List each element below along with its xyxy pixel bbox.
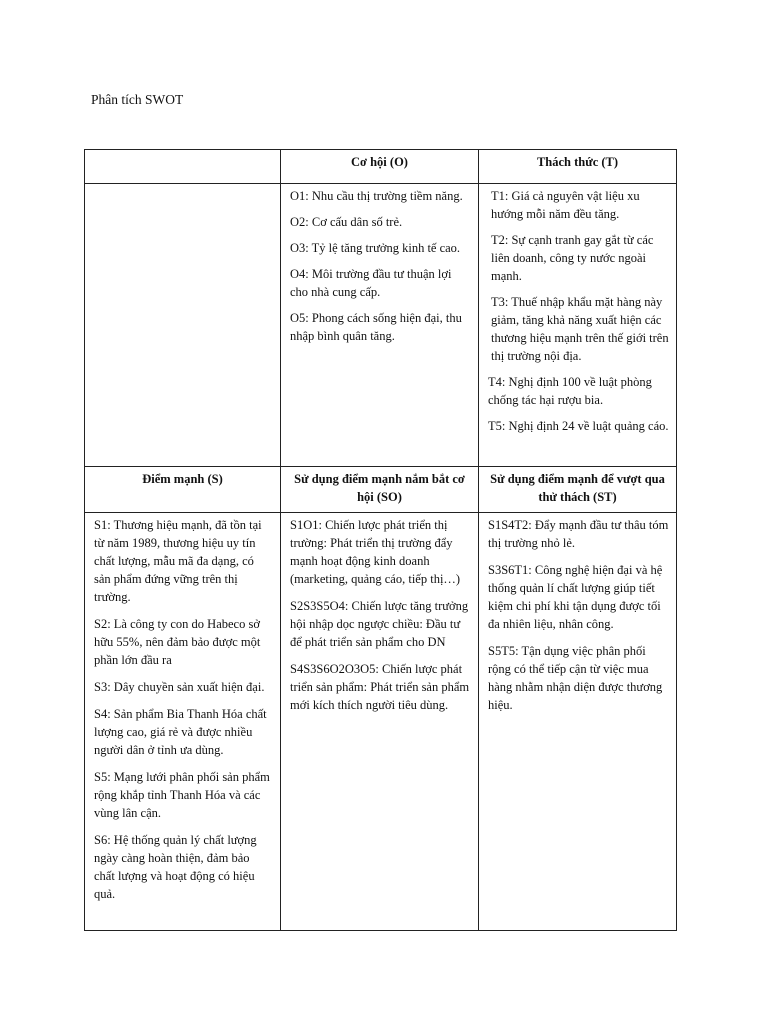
threat-item: T5: Nghị định 24 về luật quảng cáo. [488,419,669,433]
strength-item: S5: Mạng lưới phân phối sản phẩm rộng khắp tỉnh Thanh Hóa và các vùng lân cận. [94,770,270,820]
threat-item: T1: Giá cả nguyên vật liệu xu hướng mỗi năm đều tăng. [491,189,640,221]
opportunities-cell [281,184,479,467]
ot-row [85,184,677,467]
so-cell [281,513,479,931]
so-strategy-item: S2S3S5O4: Chiến lược tăng trưởng hội nhập dọc ngược chiều: Đầu tư để phát triển sản phẩm cho DN [290,599,469,649]
so-header: Sử dụng điểm mạnh nắm bắt cơ hội (SO) [281,467,479,513]
opportunity-item: O1: Nhu cầu thị trường tiềm năng. [290,189,463,203]
empty-header-cell [85,150,281,184]
strategy-row [85,513,677,931]
opportunity-item: O4: Môi trường đầu tư thuận lợi cho nhà cung cấp. [290,267,452,299]
threat-item: T2: Sự cạnh tranh gay gắt từ các liên doanh, công ty nước ngoài mạnh. [491,233,654,283]
st-cell [479,513,677,931]
st-strategy-item: S3S6T1: Công nghệ hiện đại và hệ thống quản lí chất lượng giúp tiết kiệm chi phí khi tận dụng được tối đa nhiên liệu, nhân công. [488,563,663,631]
opportunities-header: Cơ hội (O) [281,150,479,184]
opportunity-item: O2: Cơ cấu dân số trẻ. [290,215,403,229]
opportunity-item: O5: Phong cách sống hiện đại, thu nhập bình quân tăng. [290,311,462,343]
strength-item: S2: Là công ty con do Habeco sở hữu 55%, nên đảm bảo được một phần lớn đầu ra [94,617,261,667]
st-strategy-item: S5T5: Tận dụng việc phân phối rộng có thể tiếp cận từ việc mua hàng nhằm nhận diện được thương hiệu. [488,644,663,712]
threats-header: Thách thức (T) [479,150,677,184]
empty-cell [85,184,281,467]
strategy-header-row [85,467,677,513]
threat-item: T4: Nghị định 100 về luật phòng chống tác hại rượu bia. [488,375,652,407]
st-header: Sử dụng điểm mạnh để vượt qua thử thách (ST) [479,467,677,513]
header-row [85,150,677,184]
page-title: Phân tích SWOT [91,92,184,107]
opportunity-item: O3: Tỷ lệ tăng trưởng kinh tế cao. [290,241,461,255]
st-strategy-item: S1S4T2: Đẩy mạnh đầu tư thâu tóm thị trường nhỏ lẻ. [488,518,669,550]
strength-item: S1: Thương hiệu mạnh, đã tồn tại từ năm 1989, thương hiệu uy tín chất lượng, mẫu mã đa dạng, có sản phẩm đứng vững trên thị trường. [94,518,262,604]
so-strategy-item: S4S3S6O2O3O5: Chiến lược phát triển sản phẩm: Phát triển sản phẩm mới kích thích người tiêu dùng. [290,662,470,712]
strengths-cell [85,513,281,931]
strength-item: S4: Sản phẩm Bia Thanh Hóa chất lượng cao, giá rẻ và được nhiều người dân ở tỉnh ưa dùng. [94,707,267,757]
strengths-header: Điểm mạnh (S) [85,467,281,513]
threat-item: T3: Thuế nhập khẩu mặt hàng này giảm, tăng khả năng xuất hiện các thương hiệu mạnh trên thế giới trên thị trường nội địa. [491,295,669,363]
strength-item: S6: Hệ thống quản lý chất lượng ngày càng hoàn thiện, đảm bảo chất lượng và hoạt động có hiệu quả. [94,833,257,901]
so-strategy-item: S1O1: Chiến lược phát triển thị trường: Phát triển thị trường đẩy mạnh hoạt động kinh doanh (marketing, quảng cáo, tiếp thị…) [290,518,461,586]
strength-item: S3: Dây chuyền sản xuất hiện đại. [94,680,265,694]
threats-cell [479,184,677,467]
swot-table [84,149,677,931]
